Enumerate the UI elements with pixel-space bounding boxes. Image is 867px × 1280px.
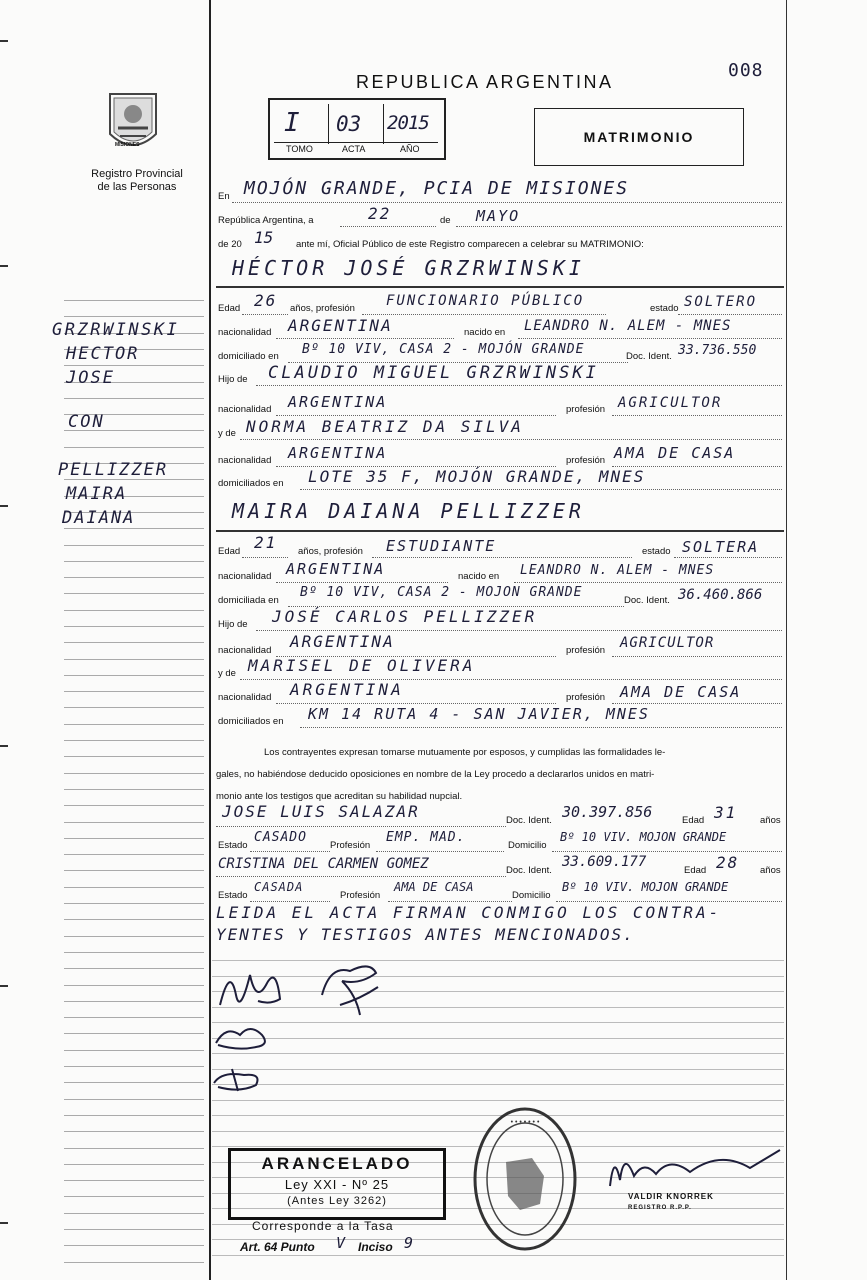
- page-number: 008: [728, 60, 764, 81]
- margin-rule-line: [64, 1180, 204, 1181]
- margin-bride-name: [58, 458, 168, 530]
- label: Edad: [684, 865, 707, 876]
- label: Edad: [682, 815, 705, 826]
- margin-line: GRZRWINSKI: [52, 320, 180, 340]
- label: nacionalidad: [218, 404, 272, 415]
- groom-full-name: HÉCTOR JOSÉ GRZRWINSKI: [232, 256, 585, 280]
- margin-rule-line: [64, 919, 204, 920]
- bride-father-profession: AGRICULTOR: [620, 635, 715, 651]
- tomo-label: TOMO: [286, 144, 313, 154]
- label: estado: [642, 546, 671, 557]
- margin-rule-line: [64, 398, 204, 399]
- witness1-age: 31: [714, 803, 738, 822]
- bride-father: JOSÉ CARLOS PELLIZZER: [272, 607, 538, 626]
- margin-rule-line: [64, 545, 204, 546]
- form-rule-line: [212, 1255, 784, 1256]
- registry-line: de las Personas: [97, 181, 177, 193]
- label: profesión: [566, 455, 606, 466]
- margin-rule-line: [64, 1229, 204, 1230]
- label: profesión: [566, 404, 606, 415]
- binding-mark: [0, 745, 8, 747]
- margin-rule-line: [64, 593, 204, 594]
- witness2-profession: AMA DE CASA: [394, 880, 474, 894]
- binding-mark: [0, 985, 8, 987]
- label: nacionalidad: [218, 645, 272, 656]
- stamp-law: Ley XXI - Nº 25: [284, 1177, 390, 1192]
- margin-rule-line: [64, 887, 204, 888]
- margin-groom-name: [52, 318, 179, 390]
- label: y de: [218, 428, 236, 439]
- margin-rule-line: [64, 724, 204, 725]
- bride-parents-address: KM 14 RUTA 4 - SAN JAVIER, MNES: [308, 705, 650, 723]
- stamp-inciso-label: Inciso: [358, 1240, 393, 1254]
- bride-full-name: MAIRA DAIANA PELLIZZER: [232, 499, 585, 523]
- acta-value: 03: [336, 112, 362, 136]
- margin-rule-line: [64, 870, 204, 871]
- label: Edad: [218, 303, 241, 314]
- witness1-address: Bº 10 VIV. MOJON GRANDE: [560, 830, 727, 844]
- groom-nationality: ARGENTINA: [288, 316, 393, 335]
- margin-rule-line: [64, 659, 204, 660]
- margin-rule-line: [64, 805, 204, 806]
- label: domiciliados en: [218, 478, 284, 489]
- bride-age: 21: [254, 533, 278, 552]
- republica-label: República Argentina, a: [218, 215, 314, 226]
- margin-line: JOSE: [66, 368, 115, 388]
- bride-estado: SOLTERA: [682, 538, 760, 556]
- label: Estado: [218, 890, 248, 901]
- groom-father-profession: AGRICULTOR: [618, 395, 723, 411]
- margin-rule-line: [64, 1131, 204, 1132]
- label: años, profesión: [298, 546, 363, 557]
- bride-nationality: ARGENTINA: [286, 560, 386, 578]
- act-type-box: [534, 108, 744, 166]
- label: y de: [218, 668, 236, 679]
- margin-rule-line: [64, 642, 204, 643]
- svg-text:• • • • • • •: • • • • • • •: [510, 1119, 540, 1126]
- margin-rule-line: [64, 985, 204, 986]
- groom-estado: SOLTERO: [684, 294, 758, 310]
- label: Edad: [218, 546, 241, 557]
- place: MOJÓN GRANDE, PCIA DE MISIONES: [244, 178, 630, 199]
- official-title: REGISTRO R.P.P.: [628, 1205, 692, 1211]
- label: Doc. Ident.: [506, 865, 552, 876]
- binding-mark: [0, 265, 8, 267]
- stamp-corresponde: Corresponde a la Tasa: [252, 1219, 394, 1233]
- groom-father-nationality: ARGENTINA: [288, 393, 388, 411]
- label: años: [760, 865, 781, 876]
- country-title: REPUBLICA ARGENTINA: [356, 72, 614, 92]
- margin-rule-line: [64, 1245, 204, 1246]
- label: años, profesión: [290, 303, 355, 314]
- margin-rule-line: [64, 903, 204, 904]
- declaration-line: Los contrayentes expresan tomarse mutuamente por esposos, y cumplidas las formalidades le-: [264, 747, 666, 758]
- label: Hijo de: [218, 619, 248, 630]
- margin-rule-line: [64, 675, 204, 676]
- margin-rule-line: [64, 854, 204, 855]
- bride-signature-icon: [322, 966, 378, 1015]
- seal-text: MISIONES: [115, 142, 140, 148]
- day: 22: [368, 204, 392, 223]
- witness1-signature-icon: [216, 1029, 265, 1049]
- margin-rule-line: [64, 1148, 204, 1149]
- margin-rule-line: [64, 1213, 204, 1214]
- margin-rule-line: [64, 577, 204, 578]
- groom-mother-profession: AMA DE CASA: [614, 444, 736, 462]
- ano-value: 2015: [387, 112, 429, 134]
- binding-mark: [0, 40, 8, 42]
- en-label: En: [218, 191, 230, 202]
- margin-rule-line: [64, 561, 204, 562]
- margin-rule-line: [64, 1099, 204, 1100]
- bride-document: 36.460.866: [678, 587, 763, 603]
- margin-rule-line: [64, 1050, 204, 1051]
- witness2-doc: 33.609.177: [562, 854, 647, 870]
- margin-rule-line: [64, 936, 204, 937]
- margin-line: MAIRA: [66, 484, 128, 504]
- year-prefix: de 20: [218, 239, 242, 250]
- binding-mark: [0, 1222, 8, 1224]
- bride-mother-nationality: ARGENTINA: [290, 680, 404, 699]
- registry-seal: [106, 90, 160, 156]
- label: estado: [650, 303, 679, 314]
- stamp-inciso: 9: [404, 1234, 416, 1252]
- witness2-signature-icon: [214, 1069, 258, 1091]
- bride-mother-profession: AMA DE CASA: [620, 683, 742, 701]
- groom-address: Bº 10 VIV, CASA 2 - MOJÓN GRANDE: [302, 342, 585, 357]
- de-label: de: [440, 215, 451, 226]
- margin-rule-line: [64, 1017, 204, 1018]
- margin-line: HECTOR: [66, 344, 140, 364]
- ano-label: AÑO: [400, 144, 420, 154]
- margin-rule-line: [64, 740, 204, 741]
- margin-rule-line: [64, 773, 204, 774]
- bride-profession: ESTUDIANTE: [386, 537, 497, 555]
- label: años: [760, 815, 781, 826]
- official-round-seal-icon: [470, 1104, 580, 1254]
- margin-rule-line: [64, 691, 204, 692]
- stamp-previous: (Antes Ley 3262): [287, 1195, 387, 1207]
- margin-rule-line: [64, 1066, 204, 1067]
- label: Doc. Ident.: [506, 815, 552, 826]
- margin-rule-line: [64, 838, 204, 839]
- margin-rule-line: [64, 300, 204, 301]
- stamp-art-label: Art. 64 Punto: [240, 1240, 315, 1254]
- groom-father: CLAUDIO MIGUEL GRZRWINSKI: [268, 363, 599, 383]
- groom-parents-address: LOTE 35 F, MOJÓN GRANDE, MNES: [308, 467, 646, 486]
- witness1-name: JOSE LUIS SALAZAR: [222, 802, 420, 821]
- margin-rule-line: [64, 1115, 204, 1116]
- label: domiciliada en: [218, 595, 279, 606]
- margin-line: PELLIZZER: [58, 460, 169, 480]
- label: Domicilio: [508, 840, 547, 851]
- groom-age: 26: [254, 291, 278, 310]
- margin-connector: CON: [68, 412, 105, 432]
- witness2-address: Bº 10 VIV. MOJON GRANDE: [562, 880, 729, 894]
- witness1-doc: 30.397.856: [562, 803, 653, 821]
- margin-line: DAIANA: [62, 508, 136, 528]
- label: profesión: [566, 692, 606, 703]
- declaration-line: gales, no habiéndose deducido oposiciones en nombre de la Ley procedo a declararlos unidos en matri-: [216, 769, 655, 780]
- bride-father-nationality: ARGENTINA: [290, 632, 395, 651]
- witness2-estado: CASADA: [254, 880, 304, 894]
- label: Doc. Ident.: [626, 351, 672, 362]
- label: Estado: [218, 840, 248, 851]
- margin-rule-line: [64, 952, 204, 953]
- stamp-punto: V: [336, 1234, 348, 1252]
- form-rule-line: [212, 1100, 784, 1101]
- label: Profesión: [330, 840, 371, 851]
- margin-rule-line: [64, 316, 204, 317]
- acta-label: ACTA: [342, 144, 366, 154]
- label: nacionalidad: [218, 327, 272, 338]
- signatures: [210, 955, 400, 1100]
- label: Doc. Ident.: [624, 595, 670, 606]
- act-type: MATRIMONIO: [583, 129, 695, 145]
- margin-rule-line: [64, 756, 204, 757]
- margin-rule-line: [64, 447, 204, 448]
- groom-profession: FUNCIONARIO PÚBLICO: [386, 293, 585, 309]
- tomo-value: I: [284, 108, 300, 138]
- label: profesión: [566, 645, 606, 656]
- margin-rule-line: [64, 707, 204, 708]
- label: nacionalidad: [218, 455, 272, 466]
- label: domiciliados en: [218, 716, 284, 727]
- year-suffix: 15: [254, 228, 274, 247]
- label: nacido en: [464, 327, 506, 338]
- margin-rule-line: [64, 1001, 204, 1002]
- groom-birthplace: LEANDRO N. ALEM - MNES: [524, 318, 732, 334]
- closing-line-1: LEIDA EL ACTA FIRMAN CONMIGO LOS CONTRA-: [216, 903, 722, 922]
- registry-name: [78, 168, 196, 194]
- arancelado-stamp: [228, 1148, 446, 1220]
- closing-line-2: YENTES Y TESTIGOS ANTES MENCIONADOS.: [216, 925, 635, 944]
- stamp-title: ARANCELADO: [261, 1154, 413, 1173]
- groom-mother: NORMA BEATRIZ DA SILVA: [246, 417, 524, 436]
- right-border: [786, 0, 787, 1280]
- groom-signature-icon: [220, 975, 280, 1005]
- margin-rule-line: [64, 1033, 204, 1034]
- margin-rule-line: [64, 822, 204, 823]
- binding-mark: [0, 505, 8, 507]
- margin-rule-line: [64, 1082, 204, 1083]
- statement: ante mí, Oficial Público de este Registro comparecen a celebrar su MATRIMONIO:: [296, 239, 644, 250]
- label: Domicilio: [512, 890, 551, 901]
- witness1-profession: EMP. MAD.: [386, 830, 466, 845]
- groom-document: 33.736.550: [678, 343, 757, 358]
- margin-rule-line: [64, 626, 204, 627]
- declaration-text: [216, 742, 782, 808]
- label: Profesión: [340, 890, 381, 901]
- act-number-box: [268, 98, 446, 160]
- margin-rule-line: [64, 789, 204, 790]
- witness1-estado: CASADO: [254, 830, 307, 845]
- margin-rule-line: [64, 1164, 204, 1165]
- label: nacionalidad: [218, 571, 272, 582]
- declaration-line: monio ante los testigos que acreditan su habilidad nupcial.: [216, 791, 463, 802]
- bride-mother: MARISEL DE OLIVERA: [248, 656, 476, 675]
- registry-line: Registro Provincial: [91, 168, 183, 180]
- margin-rule-line: [64, 1262, 204, 1263]
- month: MAYO: [476, 207, 521, 225]
- label: Hijo de: [218, 374, 248, 385]
- groom-mother-nationality: ARGENTINA: [288, 444, 388, 462]
- label: nacido en: [458, 571, 500, 582]
- bride-address: Bº 10 VIV, CASA 2 - MOJON GRANDE: [300, 585, 583, 600]
- label: nacionalidad: [218, 692, 272, 703]
- official-name: VALDIR KNORREK: [628, 1192, 714, 1201]
- label: domiciliado en: [218, 351, 279, 362]
- margin-rule-line: [64, 1196, 204, 1197]
- margin-rule-line: [64, 610, 204, 611]
- margin-rule-line: [64, 968, 204, 969]
- witness2-age: 28: [716, 853, 740, 872]
- bride-birthplace: LEANDRO N. ALEM - MNES: [520, 563, 715, 578]
- witness2-name: CRISTINA DEL CARMEN GOMEZ: [218, 856, 429, 872]
